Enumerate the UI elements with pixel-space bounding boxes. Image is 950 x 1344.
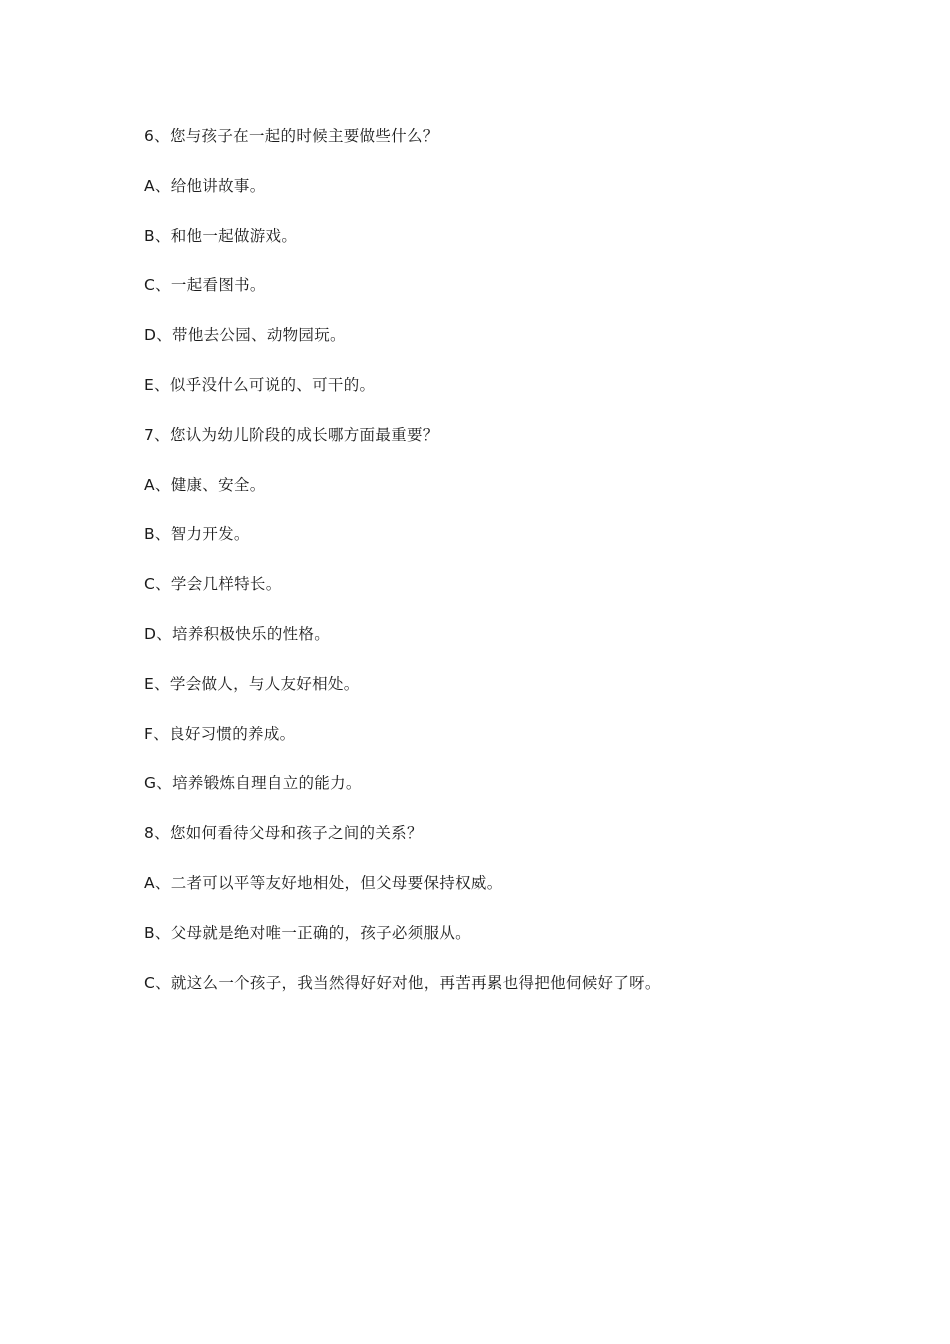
option-b: B、父母就是绝对唯一正确的，孩子必须服从。 [144, 923, 471, 942]
questionnaire-text [144, 124, 844, 1020]
option-b: B、智力开发。 [144, 525, 250, 544]
option-c: C、学会几样特长。 [144, 575, 282, 594]
question-7: 7、您认为幼儿阶段的成长哪方面最重要？ [144, 425, 439, 444]
option-g: G、培养锻炼自理自立的能力。 [144, 774, 362, 793]
option-c: C、就这么一个孩子，我当然得好好对他，再苦再累也得把他伺候好了呀。 [144, 973, 661, 992]
question-8: 8、您如何看待父母和孩子之间的关系？ [144, 824, 423, 843]
option-e: E、学会做人，与人友好相处。 [144, 674, 360, 693]
option-d: D、带他去公园、动物园玩。 [144, 326, 346, 345]
option-f: F、良好习惯的养成。 [144, 724, 296, 743]
option-a: A、给他讲故事。 [144, 176, 266, 195]
question-6: 6、您与孩子在一起的时候主要做些什么？ [144, 127, 439, 145]
option-c: C、一起看图书。 [144, 276, 266, 295]
option-d: D、培养积极快乐的性格。 [144, 624, 331, 643]
option-a: A、二者可以平等友好地相处，但父母要保持权威。 [144, 873, 503, 892]
option-b: B、和他一起做游戏。 [144, 226, 298, 245]
option-e: E、似乎没什么可说的、可干的。 [144, 375, 376, 394]
option-a: A、健康、安全。 [144, 475, 266, 494]
